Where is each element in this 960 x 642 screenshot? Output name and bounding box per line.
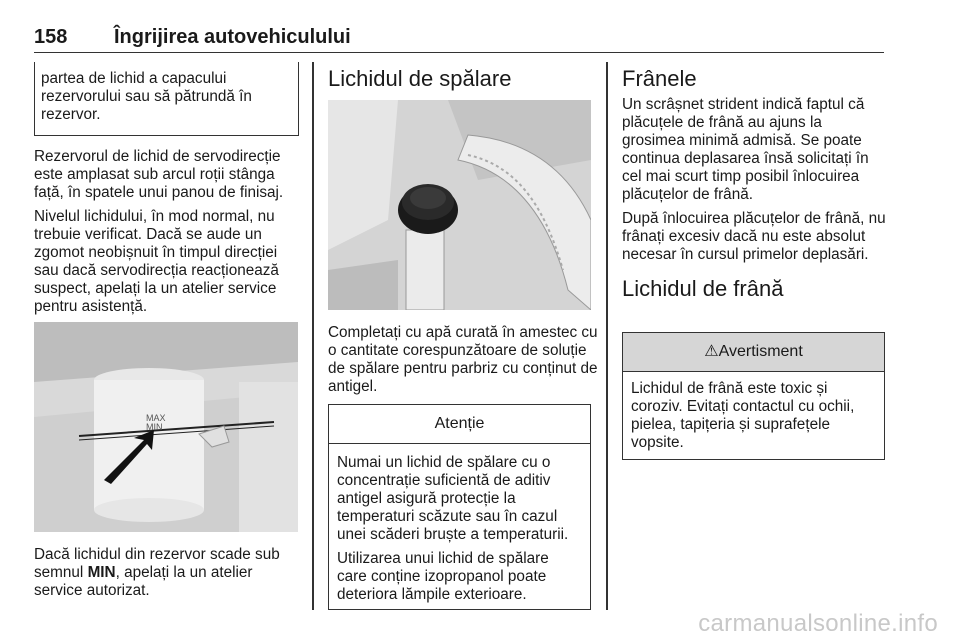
max-mark-label: MAX xyxy=(146,413,166,423)
power-steering-reservoir-image xyxy=(34,322,298,532)
column-divider-1 xyxy=(312,62,314,610)
continued-note-box xyxy=(34,62,299,136)
chapter-title: Îngrijirea autovehiculului xyxy=(114,26,351,48)
caution-body xyxy=(329,444,590,604)
brakes-text-1: Un scrâșnet strident indică faptul că plăcuțele de frână au ajuns la grosimea minimă admisă. Se poate continua deplasarea însă solicitați în cel mai scurt timp posibil înlocuirea plăcuțelor de frână. xyxy=(622,96,869,203)
min-mark-text: MIN xyxy=(87,564,116,581)
warning-triangle-icon: ⚠ xyxy=(704,343,719,360)
washer-illustration xyxy=(328,100,591,310)
caution-header xyxy=(329,405,590,444)
power-steering-level-text: Nivelul lichidului, în mod normal, nu trebuie verificat. Dacă se aude un zgomot neobișnuit în timpul direcției sau dacă servodirecția reacționează suspect, apelați la un atelier service pentru asistență. xyxy=(34,208,279,315)
column-2-text xyxy=(328,324,598,402)
page-header xyxy=(34,22,884,53)
caution-title: Atenție xyxy=(434,415,485,432)
brakes-title: Frânele xyxy=(622,66,697,91)
page-number: 158 xyxy=(34,26,68,48)
brakes-text-2: După înlocuirea plăcuțelor de frână, nu frânați excesiv dacă nu este absolut necesar în cursul primelor deplasări. xyxy=(622,210,886,263)
caution-box xyxy=(328,404,591,610)
power-steering-location-text: Rezervorul de lichid de servodirecție este amplasat sub arcul roții stânga față, în spatele unui panou de finisaj. xyxy=(34,148,284,201)
washer-fluid-instruction: Completați cu apă curată în amestec cu o cantitate corespunzătoare de soluție de spălare pentru parbriz cu conținut de antigel. xyxy=(328,324,598,395)
min-level-instruction: Dacă lichidul din rezervor scade sub semnul MIN, apelați la un atelier service autorizat. xyxy=(34,546,280,599)
min-mark-label: MIN xyxy=(146,422,163,432)
caution-text-1: Numai un lichid de spălare cu o concentrație suficientă de aditiv antigel asigură protecție la temperaturi scăzute sau în cazul unei scăderi bruște a temperaturii. xyxy=(337,454,569,543)
column-1-text xyxy=(34,148,304,322)
warning-text: Lichidul de frână este toxic și coroziv. Evitați contactul cu ochii, pielea, tapițeria și suprafețele vopsite. xyxy=(631,380,855,451)
reservoir-illustration xyxy=(34,322,298,532)
caution-text-2: Utilizarea unui lichid de spălare care conține izopropanol poate deteriora lămpile exterioare. xyxy=(337,550,549,603)
column-divider-2 xyxy=(606,62,608,610)
washer-fluid-title: Lichidul de spălare xyxy=(328,66,512,91)
warning-box xyxy=(622,332,885,460)
warning-header xyxy=(623,333,884,372)
column-1-bottom-text xyxy=(34,546,304,606)
warning-title: Avertisment xyxy=(718,343,803,360)
brake-fluid-title: Lichidul de frână xyxy=(622,276,784,301)
continued-note-text: partea de lichid a capacului rezervorului sau să pătrundă în rezervor. xyxy=(41,70,252,123)
watermark: carmanualsonline.info xyxy=(698,610,938,637)
column-2-title xyxy=(328,66,598,92)
column-3-text xyxy=(622,66,888,302)
washer-fluid-reservoir-image xyxy=(328,100,591,310)
warning-body xyxy=(623,372,884,452)
